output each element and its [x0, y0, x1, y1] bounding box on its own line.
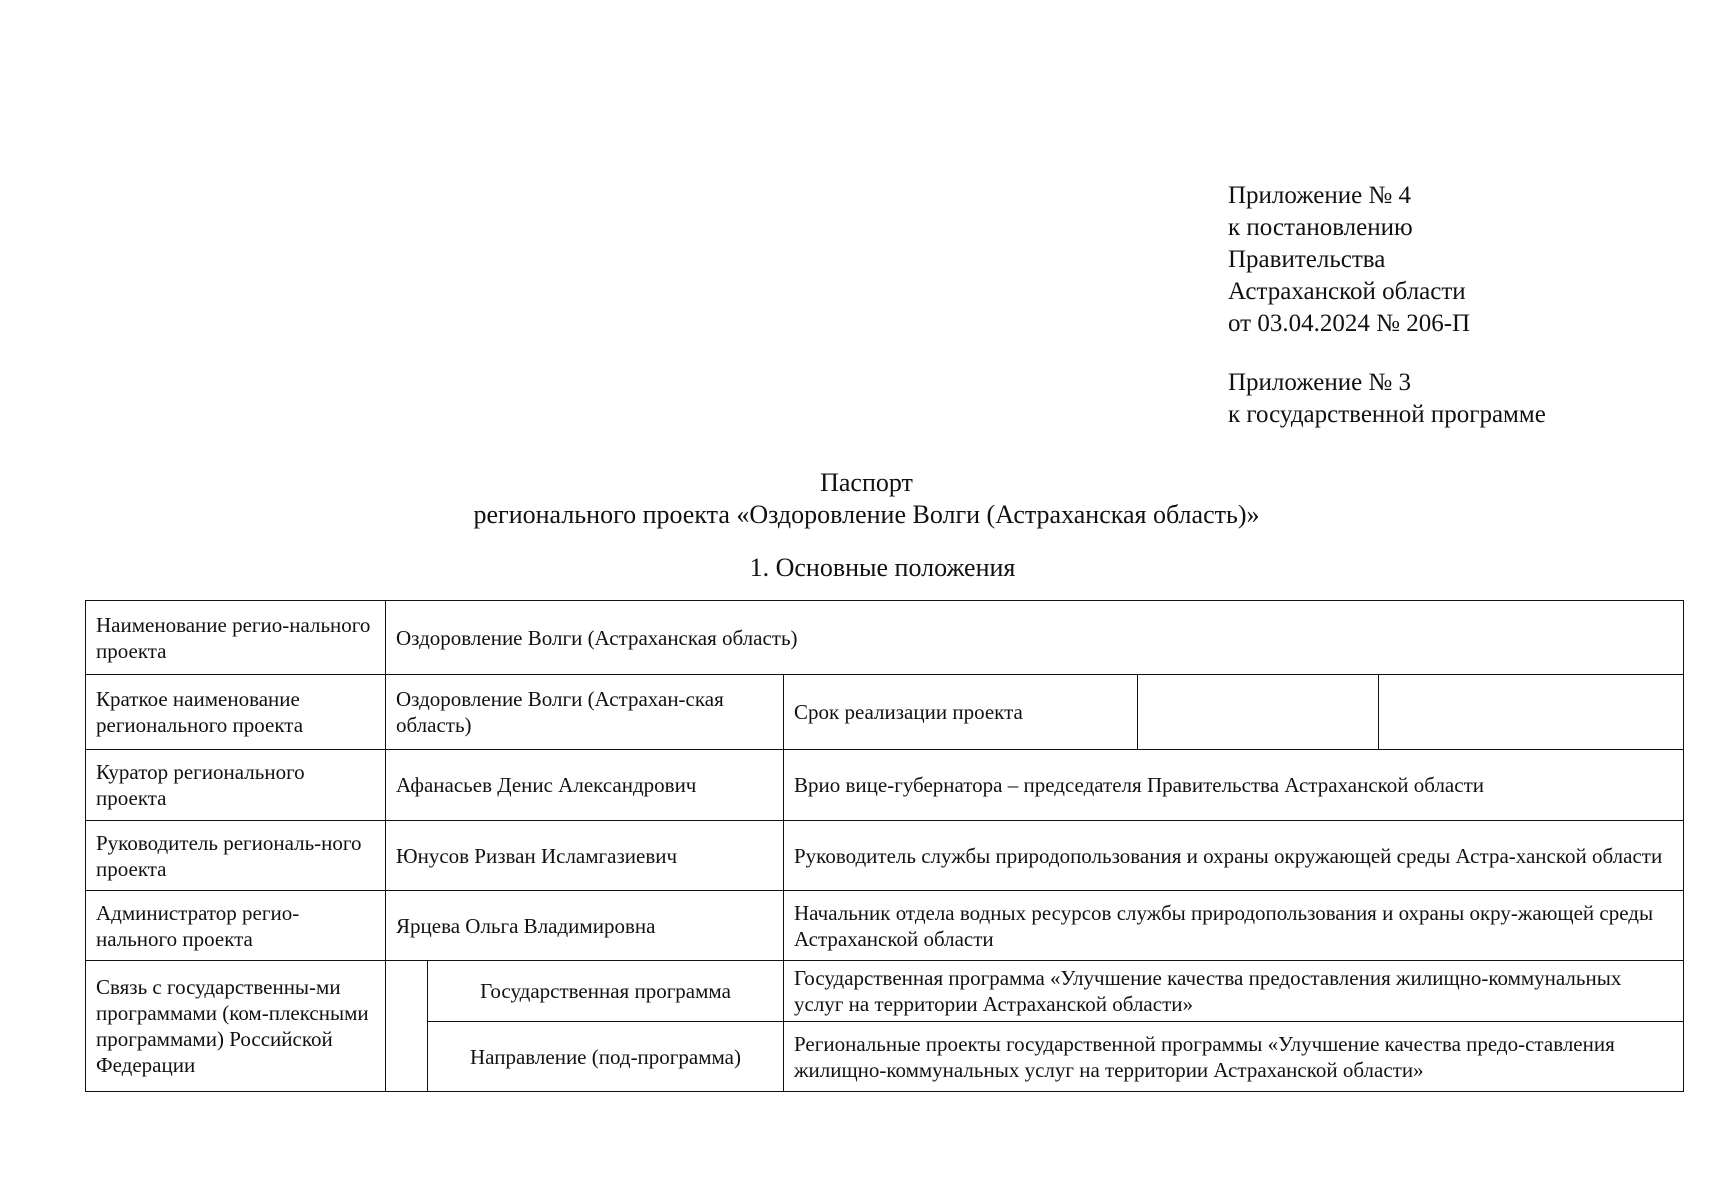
appendix-4-line: Правительства [1228, 246, 1386, 273]
appendix-4-note [1228, 180, 1470, 340]
manager-name: Юнусов Ризван Исламгазиевич [386, 821, 784, 891]
appendix-3-line: Приложение № 3 [1228, 369, 1412, 396]
document-title: Паспорт [820, 468, 913, 497]
curator-position: Врио вице-губернатора – председателя Правительства Астраханской области [784, 750, 1684, 821]
document-subtitle: регионального проекта «Оздоровление Волги (Астраханская область)» [473, 500, 1260, 529]
table-row [86, 750, 1684, 821]
appendix-4-line: Приложение № 4 [1228, 182, 1412, 209]
short-name-value: Оздоровление Волги (Астрахан-ская область) [386, 675, 784, 750]
direction-value: Региональные проекты государственной программы «Улучшение качества предо-ставления жилищно-коммунальных услуг на территории Астраханской области» [784, 1022, 1684, 1092]
row-label: Руководитель региональ-ного проекта [86, 821, 386, 891]
table-row [86, 891, 1684, 961]
state-program-value: Государственная программа «Улучшение качества предоставления жилищно-коммунальных услуг на территории Астраханской области» [784, 961, 1684, 1022]
appendix-4-line: от 03.04.2024 № 206-П [1228, 310, 1471, 337]
passport-table [85, 600, 1684, 1092]
term-start-cell [1138, 675, 1379, 750]
term-label: Срок реализации проекта [784, 675, 1138, 750]
section-heading: 1. Основные положения [749, 553, 1016, 582]
row-label: Краткое наименование регионального проекта [86, 675, 386, 750]
direction-label: Направление (под-программа) [428, 1022, 784, 1092]
row-label: Администратор регио-нального проекта [86, 891, 386, 961]
table-row [86, 961, 1684, 1022]
curator-name: Афанасьев Денис Александрович [386, 750, 784, 821]
row-label: Связь с государственны-ми программами (ком-плексными программами) Российской Федерации [86, 961, 386, 1092]
appendix-4-line: Астраханской области [1228, 278, 1466, 305]
table-row [86, 601, 1684, 675]
project-name-value: Оздоровление Волги (Астраханская область) [386, 601, 1684, 675]
appendix-3-line: к государственной программе [1228, 401, 1546, 428]
table-row [86, 821, 1684, 891]
row-label: Наименование регио-нального проекта [86, 601, 386, 675]
state-program-label: Государственная программа [428, 961, 784, 1022]
appendix-3-note [1228, 367, 1546, 431]
manager-position: Руководитель службы природопользования и охраны окружающей среды Астра-ханской области [784, 821, 1684, 891]
administrator-position: Начальник отдела водных ресурсов службы природопользования и охраны окру-жающей среды Астраханской области [784, 891, 1684, 961]
appendix-4-line: к постановлению [1228, 214, 1413, 241]
table-row [86, 675, 1684, 750]
term-end-cell [1379, 675, 1684, 750]
administrator-name: Ярцева Ольга Владимировна [386, 891, 784, 961]
row-label: Куратор регионального проекта [86, 750, 386, 821]
empty-cell [386, 961, 428, 1092]
